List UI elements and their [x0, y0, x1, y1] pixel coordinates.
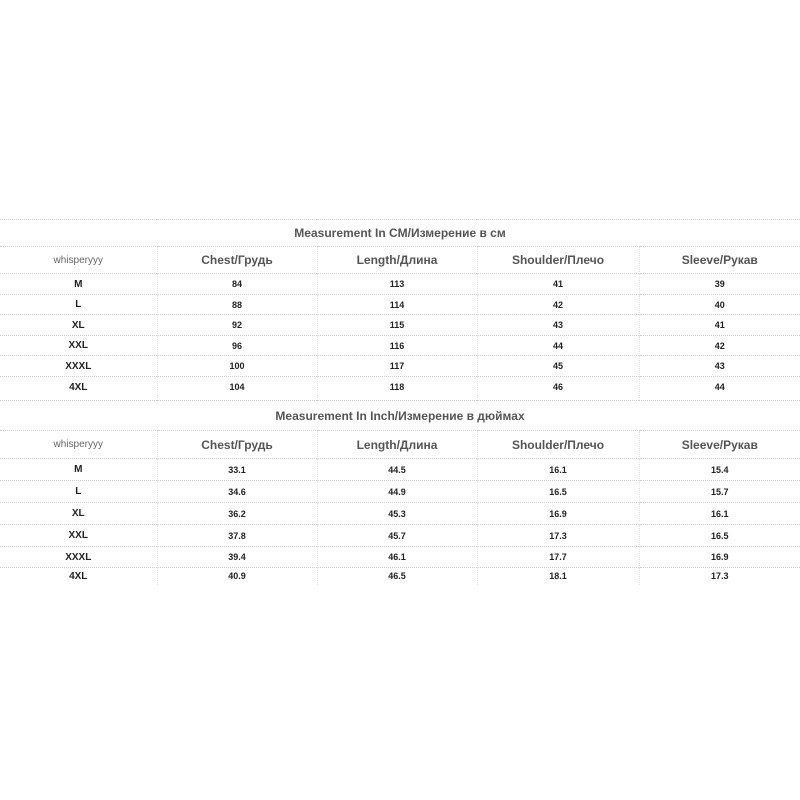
column-header-length: Length/Длина: [317, 431, 477, 459]
sleeve-cell: 16.1: [639, 503, 800, 525]
length-cell: 45.7: [317, 525, 477, 547]
chest-cell: 39.4: [157, 547, 317, 568]
shoulder-cell: 17.3: [477, 525, 639, 547]
size-cell: L: [0, 295, 157, 315]
shoulder-cell: 16.1: [477, 459, 639, 481]
shoulder-cell: 45: [477, 356, 639, 377]
table-row: [0, 568, 800, 585]
column-header-shoulder: Shoulder/Плечо: [477, 247, 639, 274]
sleeve-cell: 17.3: [639, 568, 800, 585]
column-header-shoulder: Shoulder/Плечо: [477, 431, 639, 459]
table-row: [0, 377, 800, 398]
size-cell: XL: [0, 315, 157, 336]
table-row: [0, 274, 800, 295]
length-cell: 46.5: [317, 568, 477, 585]
table-row: [0, 295, 800, 315]
inch-table-title: Measurement In Inch/Измерение в дюймах: [275, 408, 525, 423]
chest-cell: 33.1: [157, 459, 317, 481]
length-cell: 113: [317, 274, 477, 295]
size-cell: 4XL: [0, 568, 157, 585]
shoulder-cell: 43: [477, 315, 639, 336]
sleeve-cell: 39: [639, 274, 800, 295]
sleeve-cell: 43: [639, 356, 800, 377]
column-header-sleeve: Sleeve/Рукав: [639, 247, 800, 274]
column-header-chest: Chest/Грудь: [157, 247, 317, 274]
chest-cell: 88: [157, 295, 317, 315]
chest-cell: 84: [157, 274, 317, 295]
sleeve-cell: 16.5: [639, 525, 800, 547]
brand-label: whisperyyy: [0, 431, 157, 459]
length-cell: 115: [317, 315, 477, 336]
length-cell: 118: [317, 377, 477, 398]
shoulder-cell: 17.7: [477, 547, 639, 568]
column-header-length: Length/Длина: [317, 247, 477, 274]
chest-cell: 96: [157, 336, 317, 356]
cm-table-title-row: [0, 220, 800, 247]
sleeve-cell: 42: [639, 336, 800, 356]
inch-table-header-row: [0, 431, 800, 459]
length-cell: 44.9: [317, 481, 477, 503]
column-header-chest: Chest/Грудь: [157, 431, 317, 459]
size-cell: L: [0, 481, 157, 503]
brand-label: whisperyyy: [0, 247, 157, 274]
chest-cell: 37.8: [157, 525, 317, 547]
length-cell: 45.3: [317, 503, 477, 525]
length-cell: 114: [317, 295, 477, 315]
chest-cell: 92: [157, 315, 317, 336]
sleeve-cell: 15.4: [639, 459, 800, 481]
sleeve-cell: 44: [639, 377, 800, 398]
size-cell: XXXL: [0, 547, 157, 568]
shoulder-cell: 16.9: [477, 503, 639, 525]
column-header-sleeve: Sleeve/Рукав: [639, 431, 800, 459]
shoulder-cell: 16.5: [477, 481, 639, 503]
length-cell: 44.5: [317, 459, 477, 481]
size-cell: 4XL: [0, 377, 157, 398]
sleeve-cell: 41: [639, 315, 800, 336]
chest-cell: 34.6: [157, 481, 317, 503]
table-row: [0, 356, 800, 377]
sleeve-cell: 40: [639, 295, 800, 315]
shoulder-cell: 18.1: [477, 568, 639, 585]
length-cell: 46.1: [317, 547, 477, 568]
table-row: [0, 481, 800, 503]
table-row: [0, 503, 800, 525]
size-cell: M: [0, 274, 157, 295]
table-row: [0, 525, 800, 547]
table-row: [0, 336, 800, 356]
sleeve-cell: 15.7: [639, 481, 800, 503]
table-row: [0, 315, 800, 336]
shoulder-cell: 42: [477, 295, 639, 315]
size-cell: M: [0, 459, 157, 481]
table-row: [0, 459, 800, 481]
inch-size-table: [0, 400, 800, 585]
chest-cell: 100: [157, 356, 317, 377]
sleeve-cell: 16.9: [639, 547, 800, 568]
size-cell: XXL: [0, 336, 157, 356]
shoulder-cell: 41: [477, 274, 639, 295]
cm-size-table: [0, 219, 800, 398]
shoulder-cell: 44: [477, 336, 639, 356]
size-cell: XXL: [0, 525, 157, 547]
cm-table-title: Measurement In CM/Измерение в см: [294, 226, 506, 240]
length-cell: 116: [317, 336, 477, 356]
cm-table-header-row: [0, 247, 800, 274]
size-cell: XL: [0, 503, 157, 525]
length-cell: 117: [317, 356, 477, 377]
chest-cell: 104: [157, 377, 317, 398]
shoulder-cell: 46: [477, 377, 639, 398]
table-row: [0, 547, 800, 568]
inch-table-title-row: [0, 401, 800, 431]
chest-cell: 36.2: [157, 503, 317, 525]
chest-cell: 40.9: [157, 568, 317, 585]
size-cell: XXXL: [0, 356, 157, 377]
